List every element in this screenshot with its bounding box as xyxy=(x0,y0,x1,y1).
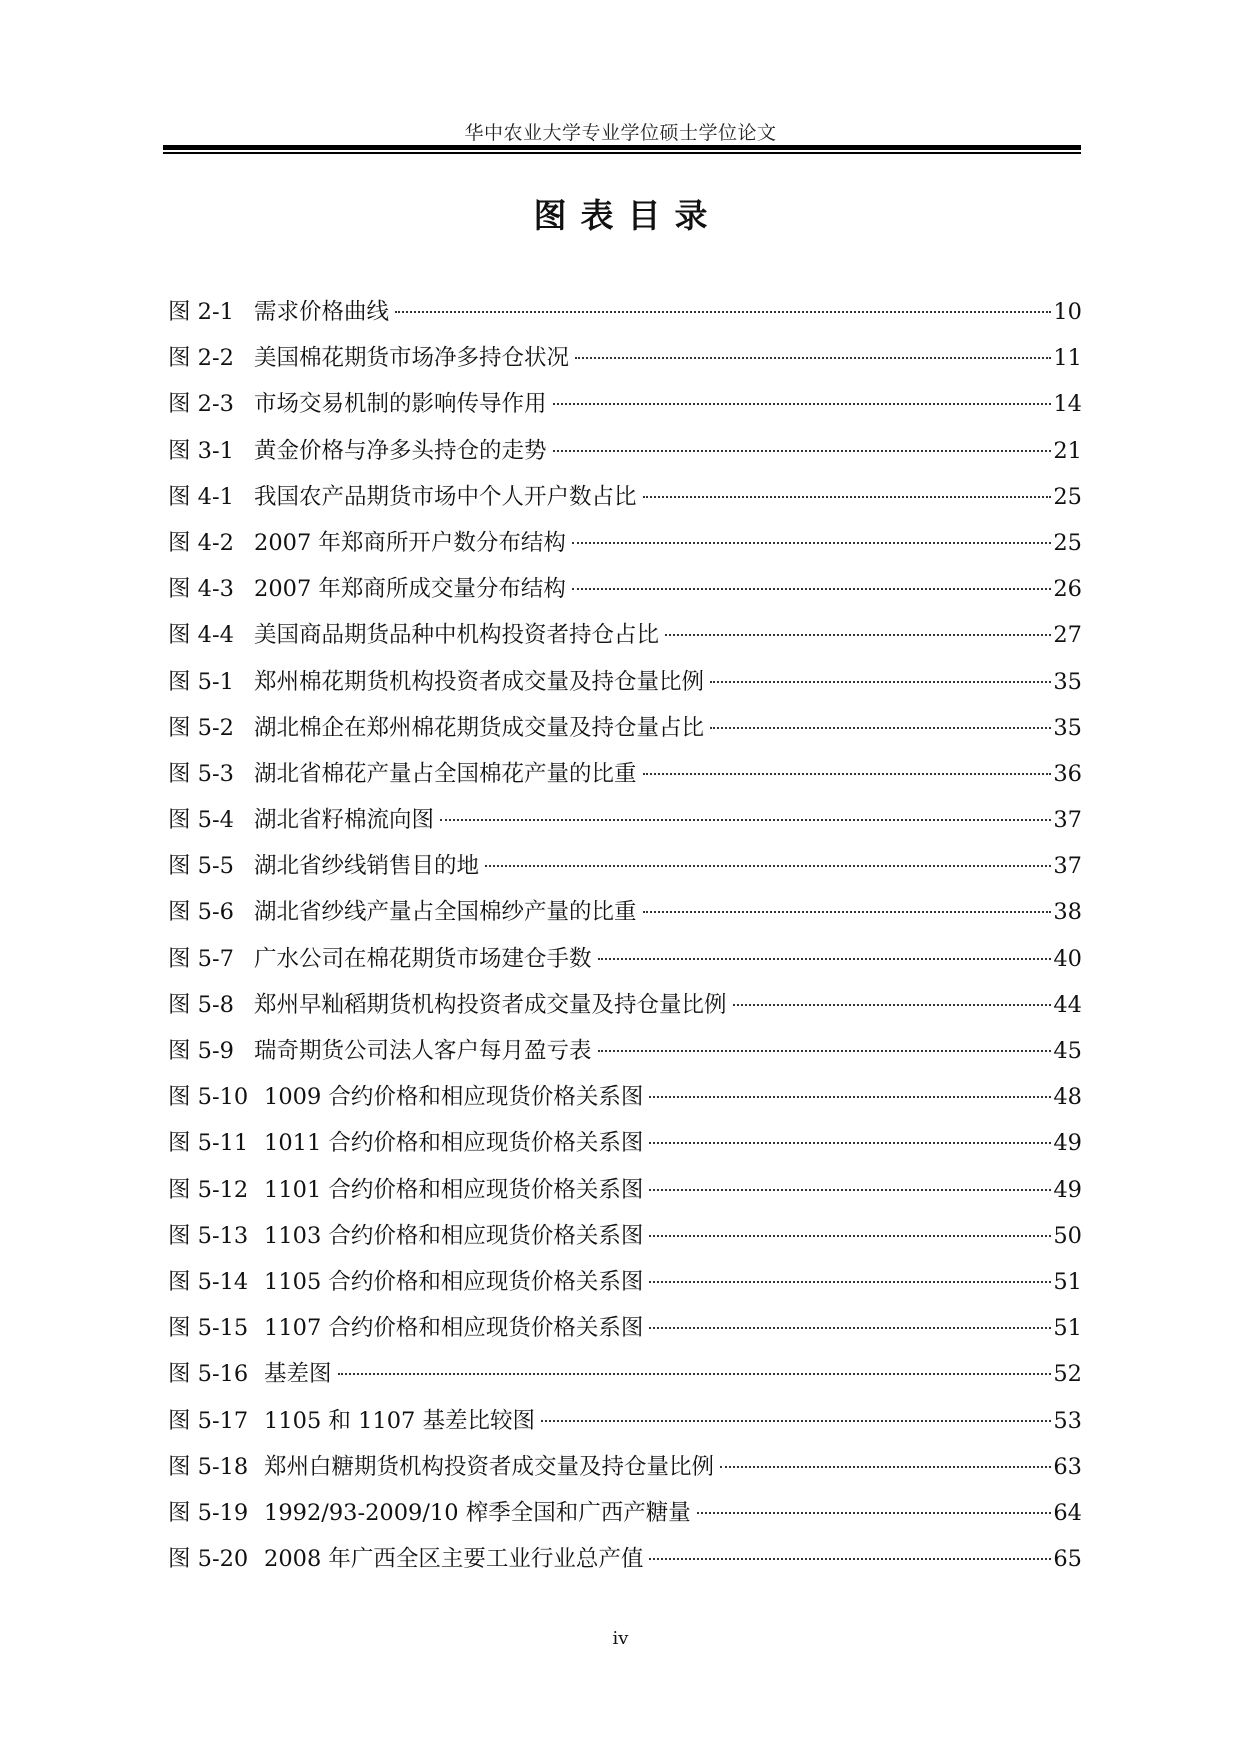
running-header: 华中农业大学专业学位硕士学位论文 xyxy=(464,122,777,144)
toc-entry-label xyxy=(168,1305,643,1351)
figure-number: 图 5-7 xyxy=(168,945,234,972)
figure-number: 图 2-1 xyxy=(168,299,234,325)
figure-title: 1101 合约价格和相应现货价格关系图 xyxy=(264,1176,644,1203)
figure-title: 黄金价格与净多头持仓的走势 xyxy=(254,437,547,464)
page-reference: 36 xyxy=(1053,760,1082,787)
figure-number: 图 5-19 xyxy=(168,1499,249,1526)
figure-title: 1009 合约价格和相应现货价格关系图 xyxy=(264,1084,644,1111)
toc-entry[interactable] xyxy=(168,1074,1082,1120)
figure-number: 图 5-16 xyxy=(168,1361,249,1388)
toc-entry[interactable] xyxy=(168,381,1082,427)
figure-title: 湖北棉企在郑州棉花期货成交量及持仓量占比 xyxy=(254,714,705,741)
page-reference: 38 xyxy=(1053,899,1082,926)
page-title: 图表目录 xyxy=(533,196,722,235)
page-reference: 64 xyxy=(1053,1499,1082,1526)
dot-leader xyxy=(553,450,1052,452)
page-reference: 65 xyxy=(1053,1546,1082,1573)
toc-entry-label xyxy=(168,843,479,889)
dot-leader xyxy=(649,1142,1051,1144)
figure-title: 基差图 xyxy=(264,1361,332,1388)
toc-entry-label xyxy=(168,982,727,1028)
toc-entry-label xyxy=(168,751,637,797)
toc-entry[interactable] xyxy=(168,659,1082,705)
dot-leader xyxy=(643,773,1052,775)
figure-title: 湖北省籽棉流向图 xyxy=(254,807,435,834)
figure-number: 图 5-17 xyxy=(168,1407,249,1434)
toc-entry-label xyxy=(168,705,704,751)
toc-entry-label xyxy=(168,1351,332,1397)
figure-title: 2007 年郑商所开户数分布结构 xyxy=(254,529,566,556)
page-reference: 50 xyxy=(1053,1222,1082,1249)
figure-number: 图 5-8 xyxy=(168,991,234,1018)
toc-entry[interactable] xyxy=(168,474,1082,520)
figure-title: 1992/93-2009/10 榨季全国和广西产糖量 xyxy=(264,1499,691,1526)
page-reference: 49 xyxy=(1053,1130,1082,1157)
page-reference: 25 xyxy=(1053,483,1082,510)
dot-leader xyxy=(541,1420,1051,1422)
dot-leader xyxy=(572,542,1051,544)
toc-entry[interactable] xyxy=(168,1536,1082,1582)
figure-title: 需求价格曲线 xyxy=(254,299,390,325)
toc-entry-label xyxy=(168,1398,535,1444)
page-reference: 10 xyxy=(1053,299,1082,325)
figure-number: 图 5-14 xyxy=(168,1268,249,1295)
dot-leader xyxy=(643,911,1052,913)
page-reference: 45 xyxy=(1053,1038,1082,1064)
figure-number: 图 5-5 xyxy=(168,853,234,880)
figure-title: 湖北省纱线销售目的地 xyxy=(254,853,480,880)
page-reference: 44 xyxy=(1053,991,1082,1018)
toc-entry[interactable] xyxy=(168,982,1082,1028)
toc-entry-label xyxy=(168,381,547,427)
header-rule-thick xyxy=(163,145,1081,150)
figure-title: 美国棉花期货市场净多持仓状况 xyxy=(254,345,570,372)
figure-number: 图 5-9 xyxy=(168,1038,234,1064)
toc-entry-label xyxy=(168,474,637,520)
dot-leader xyxy=(710,681,1051,683)
page-reference: 40 xyxy=(1053,945,1082,972)
figure-number: 图 5-20 xyxy=(168,1546,249,1573)
page-number: iv xyxy=(612,1628,629,1649)
toc-entry[interactable] xyxy=(168,1259,1082,1305)
toc-entry[interactable] xyxy=(168,843,1082,889)
toc-entry[interactable] xyxy=(168,797,1082,843)
toc-entry[interactable] xyxy=(168,889,1082,935)
figure-title: 1105 合约价格和相应现货价格关系图 xyxy=(264,1268,644,1295)
page-reference: 37 xyxy=(1053,807,1082,834)
figure-number: 图 4-4 xyxy=(168,622,234,649)
figure-number: 图 5-1 xyxy=(168,668,234,695)
figure-title: 湖北省棉花产量占全国棉花产量的比重 xyxy=(254,760,637,787)
dot-leader xyxy=(575,357,1051,359)
figure-list xyxy=(168,289,1082,1582)
toc-entry-label xyxy=(168,1536,643,1582)
page-reference: 51 xyxy=(1053,1315,1082,1342)
dot-leader xyxy=(720,1466,1051,1468)
dot-leader xyxy=(649,1235,1051,1237)
toc-entry-label xyxy=(168,428,547,474)
toc-entry[interactable] xyxy=(168,1213,1082,1259)
figure-number: 图 2-2 xyxy=(168,345,234,372)
toc-entry[interactable] xyxy=(168,289,1082,335)
dot-leader xyxy=(553,403,1052,405)
figure-number: 图 5-11 xyxy=(168,1130,249,1157)
dot-leader xyxy=(649,1327,1051,1329)
dot-leader xyxy=(649,1558,1051,1560)
dot-leader xyxy=(643,496,1052,498)
figure-title: 湖北省纱线产量占全国棉纱产量的比重 xyxy=(254,899,637,926)
figure-title: 美国商品期货品种中机构投资者持仓占比 xyxy=(254,622,660,649)
toc-entry[interactable] xyxy=(168,1444,1082,1490)
figure-number: 图 5-10 xyxy=(168,1084,249,1111)
page-reference: 63 xyxy=(1053,1453,1082,1480)
figure-title: 瑞奇期货公司法人客户每月盈亏表 xyxy=(254,1038,592,1064)
toc-entry[interactable] xyxy=(168,1398,1082,1444)
page-reference: 53 xyxy=(1053,1407,1082,1434)
page-reference: 11 xyxy=(1053,345,1082,372)
page-reference: 35 xyxy=(1053,668,1082,695)
header-rule-thin xyxy=(163,152,1081,154)
page-reference: 52 xyxy=(1053,1361,1082,1388)
toc-entry-label xyxy=(168,1213,643,1259)
toc-entry[interactable] xyxy=(168,1490,1082,1536)
toc-entry[interactable] xyxy=(168,566,1082,612)
toc-entry[interactable] xyxy=(168,705,1082,751)
dot-leader xyxy=(338,1373,1052,1375)
dot-leader xyxy=(598,958,1052,960)
figure-title: 2008 年广西全区主要工业行业总产值 xyxy=(264,1546,644,1573)
toc-entry-label xyxy=(168,1028,592,1074)
toc-entry-label xyxy=(168,1074,643,1120)
toc-entry-label xyxy=(168,1444,714,1490)
toc-entry[interactable] xyxy=(168,1351,1082,1397)
figure-number: 图 5-15 xyxy=(168,1315,249,1342)
toc-entry-label xyxy=(168,1120,643,1166)
toc-entry-label xyxy=(168,612,659,658)
page-reference: 37 xyxy=(1053,853,1082,880)
toc-entry[interactable] xyxy=(168,335,1082,381)
figure-title: 1103 合约价格和相应现货价格关系图 xyxy=(264,1222,644,1249)
figure-title: 郑州早籼稻期货机构投资者成交量及持仓量比例 xyxy=(254,991,727,1018)
toc-entry[interactable] xyxy=(168,1167,1082,1213)
toc-entry-label xyxy=(168,936,592,982)
figure-number: 图 4-2 xyxy=(168,529,234,556)
figure-number: 图 5-13 xyxy=(168,1222,249,1249)
toc-entry[interactable] xyxy=(168,428,1082,474)
page-reference: 27 xyxy=(1053,622,1082,649)
figure-title: 1105 和 1107 基差比较图 xyxy=(264,1407,535,1434)
figure-number: 图 2-3 xyxy=(168,391,234,418)
toc-entry-label xyxy=(168,1259,643,1305)
dot-leader xyxy=(440,819,1051,821)
dot-leader xyxy=(697,1512,1052,1514)
toc-entry-label xyxy=(168,520,566,566)
figure-title: 2007 年郑商所成交量分布结构 xyxy=(254,576,566,603)
dot-leader xyxy=(572,588,1051,590)
dot-leader xyxy=(395,311,1051,313)
dot-leader xyxy=(598,1050,1052,1052)
figure-number: 图 5-2 xyxy=(168,714,234,741)
dot-leader xyxy=(649,1189,1051,1191)
figure-title: 我国农产品期货市场中个人开户数占比 xyxy=(254,483,637,510)
toc-entry-label xyxy=(168,566,566,612)
toc-entry[interactable] xyxy=(168,936,1082,982)
figure-number: 图 5-12 xyxy=(168,1176,249,1203)
dot-leader xyxy=(649,1281,1051,1283)
page-reference: 25 xyxy=(1053,529,1082,556)
toc-entry[interactable] xyxy=(168,1305,1082,1351)
page-reference: 26 xyxy=(1053,576,1082,603)
figure-number: 图 4-3 xyxy=(168,576,234,603)
figure-number: 图 5-18 xyxy=(168,1453,249,1480)
toc-entry-label xyxy=(168,1167,643,1213)
figure-number: 图 5-3 xyxy=(168,760,234,787)
toc-entry-label xyxy=(168,659,704,705)
figure-title: 1107 合约价格和相应现货价格关系图 xyxy=(264,1315,644,1342)
toc-entry[interactable] xyxy=(168,1028,1082,1074)
dot-leader xyxy=(649,1096,1051,1098)
toc-entry-label xyxy=(168,289,389,335)
figure-number: 图 4-1 xyxy=(168,483,234,510)
page-reference: 48 xyxy=(1053,1084,1082,1111)
dot-leader xyxy=(733,1004,1052,1006)
figure-title: 1011 合约价格和相应现货价格关系图 xyxy=(264,1130,644,1157)
dot-leader xyxy=(485,865,1051,867)
page-reference: 21 xyxy=(1053,437,1082,464)
toc-entry[interactable] xyxy=(168,751,1082,797)
toc-entry[interactable] xyxy=(168,612,1082,658)
toc-entry-label xyxy=(168,335,569,381)
page-reference: 14 xyxy=(1053,391,1082,418)
toc-entry-label xyxy=(168,797,434,843)
page-reference: 35 xyxy=(1053,714,1082,741)
figure-number: 图 3-1 xyxy=(168,437,234,464)
page-reference: 51 xyxy=(1053,1268,1082,1295)
toc-entry-label xyxy=(168,889,637,935)
dot-leader xyxy=(665,634,1051,636)
figure-number: 图 5-6 xyxy=(168,899,234,926)
page-reference: 49 xyxy=(1053,1176,1082,1203)
figure-title: 广水公司在棉花期货市场建仓手数 xyxy=(254,945,592,972)
toc-entry[interactable] xyxy=(168,1120,1082,1166)
figure-title: 郑州白糖期货机构投资者成交量及持仓量比例 xyxy=(264,1453,715,1480)
figure-number: 图 5-4 xyxy=(168,807,234,834)
dot-leader xyxy=(710,727,1051,729)
toc-entry[interactable] xyxy=(168,520,1082,566)
figure-title: 市场交易机制的影响传导作用 xyxy=(254,391,547,418)
figure-title: 郑州棉花期货机构投资者成交量及持仓量比例 xyxy=(254,668,705,695)
toc-entry-label xyxy=(168,1490,691,1536)
